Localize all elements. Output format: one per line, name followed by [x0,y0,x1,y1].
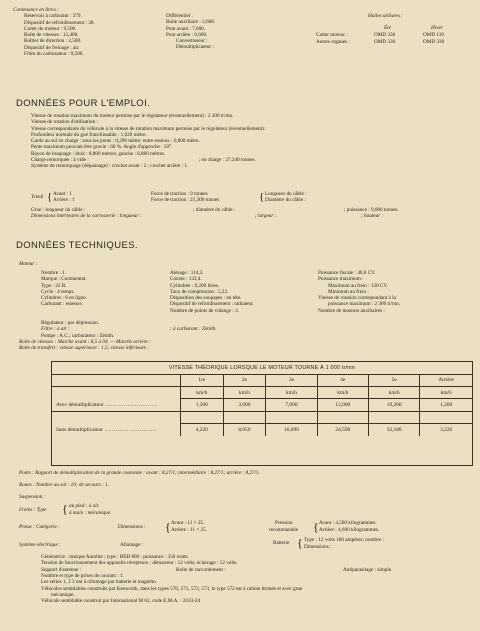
engine-after-block [19,320,469,358]
table-header: 2e [223,374,266,387]
table-header: 3e [266,374,317,387]
table-row-label: Avec démultiplicateur ............................ [52,399,181,412]
table-cell: 1,200 [420,399,472,412]
battery-label: Batterie [273,540,290,546]
engine-spec: Puissance fiscale : 46,6 CV. [318,270,376,276]
pressure-front: Avant : 4,500 kilogrammes. [319,520,377,526]
speed-table-grid [52,374,472,436]
tyres-rear: Arrière : 11 × 25. [171,527,208,533]
table-cell [52,374,181,387]
table-header: 1re [181,374,224,387]
oils-row-label: Carter moteur : [316,32,348,38]
crane-power: ; puissance : 9,080 tonnes. [344,207,399,213]
electrical-block [19,537,469,553]
emploi-line: Vitesse de rotation maximum du moteur permise par le régulateur (éventuellement) : 2 300 tr/mn. [31,113,234,119]
engine-spec: Vitesse de rotation correspondant à la [318,295,396,302]
brace: { [165,520,171,534]
brakes-foot: au pied : à air. [69,503,100,509]
emploi-line: Pente maximum pouvant être gravie : 60 %. Angle d'approche : 50°. [31,144,173,151]
capacity-item: Réservoir à carburant : 379. [24,13,82,20]
table-cell: 4,220 [181,424,224,437]
towing-loaded: ; en charge : 27,240 tonnes. [198,157,256,164]
filter-fuel: ; à carburant : Zénith. [170,326,217,333]
table-unit: km/h [266,387,317,399]
emploi-line: Rayon de braquage : droit : 8,800 mètres; gauche : 8,800 mètres. [31,150,166,157]
international-note: Véhicule semblable construit par International M 62, code E.M.A. : 2633-24 [41,598,201,605]
engine-spec: Type : 22 R. [41,282,67,289]
electrical-label: Système électrique : [19,542,61,548]
engine-spec: Disposition des soupapes : en tête. [170,295,242,302]
tyres-front: Avant : 11 × 25. [171,520,205,526]
emploi-line: Profondeur normale du gué franchissable : 1,020 mètre. [31,131,147,138]
speed-table [51,361,473,466]
engine-spec: Puissance maximum : [318,276,364,283]
brace: { [313,520,319,534]
table-cell [181,412,224,424]
brakes-block [19,502,219,518]
table-cell: 8,050 [223,424,266,437]
capacity-item: Pont avant : 7,600. [166,25,206,32]
crane-diameter: ; diamètre du câble : [193,207,236,213]
body-height: ; hauteur : [361,213,384,219]
table-cell: 7,000 [266,399,317,412]
engine-spec: Nombre : 1. [41,270,66,276]
oils-row-winter: OMD 330 [423,39,445,45]
engine-spec: Alésage : 114,3. [170,270,204,276]
table-unit: km/h [420,387,472,399]
engine-col-2 [170,270,254,314]
battery-dimensions: Dimensions : [304,544,332,550]
tyres-block [19,520,469,536]
similar-vehicles-cont: mécanique. [51,591,75,598]
pressure-label: Pression [275,520,293,526]
engine-col-3 [318,270,400,314]
battery-type: Type : 12 volts 180 ampères; nombre : [304,537,384,543]
pressure-rear: Arrière : 4,600 kilogrammes. [319,527,380,533]
winch-cable-length: Longueur du câble : [265,191,307,197]
ignition: Allumage : [120,542,144,548]
suppression: Antiparasitage : simple. [343,566,393,573]
brace: { [47,191,53,203]
engine-col-1 [41,270,87,308]
brace: { [62,502,68,516]
table-unit: km/h [317,387,368,399]
winch-front: Avant : 1 [53,191,72,197]
emploi-line: Vitesse de rotation d'utilisation : [31,119,98,126]
transfer-box: Boîte de transfert : vitesse supérieure : 1,5; vitesse inférieure : [19,345,149,352]
capacity-item: Convertisseur : [176,38,208,45]
engine-spec: Nombre de points de vidange : 3. [170,307,240,314]
table-cell: 12,000 [317,399,368,412]
table-header-row [52,374,472,387]
regulator: Régulateur : par dépression. [41,320,100,326]
junction-box: Boîte de raccordement : [176,566,226,573]
engine-spec: Nombre de moteurs auxiliaires : [318,307,385,314]
capacity-item: Boîte auxiliaire : 2,600. [166,19,216,26]
table-row [52,387,472,399]
oils-row-summer: OMD 330 [374,32,396,38]
table-cell [317,412,368,424]
winch-force-rear: Force de traction : 21,300 tonnes [151,197,220,203]
body-length: Dimensions intérieures de la carrosserie : longueur : [31,213,142,219]
engine-spec: Maximum au frein : 120 CV. [328,282,388,289]
table-header: Arrière [420,374,472,387]
capacity-item: Boîtier de direction : 2,500. [24,38,82,45]
table-cell [52,412,181,424]
emploi-line: Garde au sol en charge : sous les ponts : 0,290 mètre; entre essieux : 0,800 mètre. [31,138,200,145]
similar-vehicles: Véhicules semblables construits par Kenworth, dans les types 570, 571, 572, 573, le type 572 est à cabine fermée et avec grue [41,585,303,592]
axles: Ponts : Rapport de démultiplication de la grande couronne : avant : 8,27/1; intermédiaire : 8,27/1; arrière : 8,27/1. [19,470,260,476]
suspension: Suspension : [19,494,46,500]
table-unit: km/h [369,387,420,399]
section-title-techniques: DONNÉES TECHNIQUES. [16,240,138,251]
pressure-label-2: recommandée [269,527,299,533]
capacities-block [13,7,95,57]
speed-table-title: VITESSE THÉORIQUE LORSQUE LE MOTEUR TOURNE À 1 000 tr/mn [52,362,472,375]
capacities-heading: Contenance en litres : [13,7,59,13]
brace: { [259,191,265,203]
sockets: Nombre et type de prises de courant : 1. [41,572,124,579]
series-note: Les séries 1, 2 3 ont à ollumage par batterie et magnéto. [41,579,157,586]
section-title-emploi: DONNÉES POUR L'EMPLOI. [16,98,151,109]
filter: Filtre : à air : [41,326,70,333]
capacity-item: Démultiplicateur : [176,44,214,51]
table-header: 4e [317,374,368,387]
engine-spec: Course : 133,4. [170,276,202,283]
oils-row-summer: OMD 330 [374,39,396,45]
table-row-label: Sans démultiplicateur ............................ [52,424,181,437]
crane-block [31,207,471,221]
table-cell: 32,180 [369,424,420,437]
brakes-hand: à main : mécanique. [69,510,112,516]
table-cell: 24,590 [317,424,368,437]
capacity-item: Pont arrière : 6,600. [166,31,208,38]
table-row [52,399,472,412]
crane-length: Grue : longueur du câble : [31,207,86,213]
brakes-label: Freins : Type [19,507,47,513]
winch-label: Treuil [31,194,44,200]
capacity-item: Dispositif de refroidissement : 38. [24,19,95,26]
table-cell [266,412,317,424]
capacity-item: Boîte de vitesses : 12,400. [24,32,79,39]
oils-row-winter: OMD 110 [423,32,444,38]
wheels: Roues : Nombre au sol : 10; de secours : 1. [19,482,110,488]
engine-label: Moteur : [19,261,38,267]
table-row [52,424,472,437]
table-cell [223,412,266,424]
tyres-dimensions: Dimensions : [118,524,146,530]
emploi-line: Vitesse correspondante du véhicule à la vitesse de rotation maximum permise par le régulateur (éventuellement) : [31,125,267,132]
table-cell: 16,090 [266,424,317,437]
table-cell: 1,300 [181,399,224,412]
capacities-block-2 [166,13,215,51]
table-cell: 3,000 [223,399,266,412]
engine-spec: Taux de compression : 5,23. [170,288,229,295]
winch-rear: Arrière : 1 [53,197,75,203]
voltage: Tension de fonctionnement des appareils récepteurs : démarreur : 12 volts; éclairage : 12 volts. [41,560,238,567]
towing-empty: Charge remorquée : à vide : [31,157,89,164]
engine-spec: Cylindres : 6 en ligne. [41,295,87,302]
generator: Génératrice : marque Autolite ; type : BEH 806 : puissance : 350 watts. [41,554,189,560]
table-cell [420,412,472,424]
engine-spec: Cylindrée : 8,200 litres. [170,282,220,289]
table-cell [369,412,420,424]
engine-spec: Cycle : 4 temps. [41,288,75,295]
capacity-item: Filtre du carburateur : 0,500. [24,51,84,58]
electrical-details [41,554,471,626]
antenna: Support d'antenne : [41,566,82,573]
capacity-item: Différentiel : [166,13,193,19]
gearbox: Boîte de vitesses : Marche avant : 6,5 à 04. — Marche arrière : [19,338,151,345]
capacity-item: Dispositif de freinage : air. [24,44,80,51]
table-row [52,412,472,424]
engine-spec: Carburant : essence. [41,301,83,308]
tyres-category: Pneus : Catégorie : [19,524,60,530]
engine-spec: puissance maximum : 2 300 tr/mn. [328,301,401,308]
table-cell: 19,200 [369,399,420,412]
winch-force-front: Force de traction : 9 tonnes [151,191,208,197]
emploi-block [31,113,267,170]
brace: { [297,536,303,550]
engine-spec: Marque : Continental. [41,276,87,283]
winch-cable-diameter: Diamètre du câble : [265,197,306,203]
capacity-item: Carter du moteur : 9,500. [24,25,77,32]
body-width: ; largeur : [255,213,277,219]
table-unit: km/h [223,387,266,399]
emploi-line: Système de remorquage (dépannage) : crochet avant : 2 ; crochet arrière : 1. [31,163,189,170]
oils-col-winter: Hiver [431,25,443,31]
table-unit: km/h [181,387,224,399]
oils-heading: Huiles utilisées : [368,13,403,19]
engine-spec: Dispositif de refroidissement : radiateur. [170,301,254,308]
table-cell: 3,220 [420,424,472,437]
table-header: 5e [369,374,420,387]
oils-block [316,13,466,63]
pump: Pompe : A.C.; carburateur : Zénith. [41,332,115,339]
oils-col-summer: Été [384,25,391,31]
oils-row-label: Autres organes : [316,39,350,45]
table-cell [52,387,181,399]
winch-block [31,191,471,205]
engine-spec: Minimum au frein : [328,288,369,295]
